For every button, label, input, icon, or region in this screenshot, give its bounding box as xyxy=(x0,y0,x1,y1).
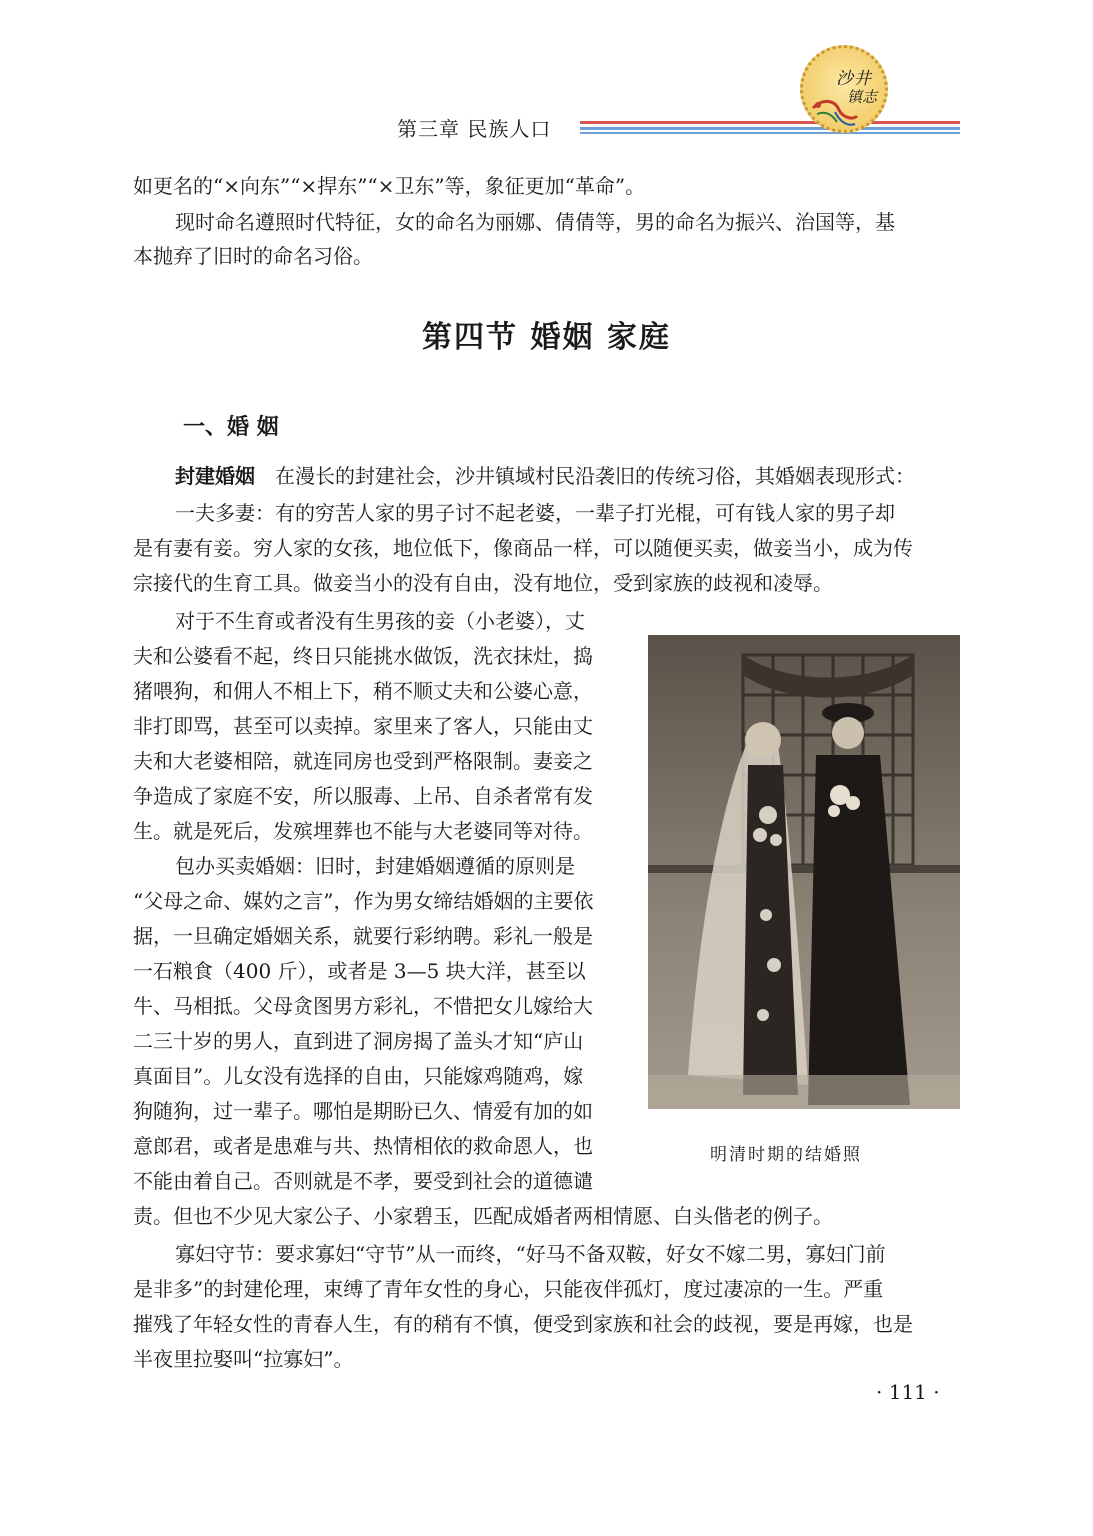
paragraph-line xyxy=(175,466,915,486)
paragraph-line: 真面目”。儿女没有选择的自由，只能嫁鸡随鸡，嫁 xyxy=(133,1064,584,1088)
paragraph-line: 半夜里拉娶叫“拉寡妇”。 xyxy=(133,1347,354,1371)
paragraph-line: 对于不生育或者没有生男孩的妾（小老婆），丈 xyxy=(175,609,585,633)
paragraph-line: 宗接代的生育工具。做妾当小的没有自由，没有地位，受到家族的歧视和凌辱。 xyxy=(133,571,833,595)
paragraph-line: 狗随狗，过一辈子。哪怕是期盼已久、情爱有加的如 xyxy=(133,1099,593,1123)
phoenix-icon xyxy=(809,90,859,130)
photo-caption: 明清时期的结婚照 xyxy=(710,1145,862,1165)
paragraph-line: 不能由着自己。否则就是不孝，要受到社会的道德谴 xyxy=(133,1169,593,1193)
paragraph-line: 夫和大老婆相陪，就连同房也受到严格限制。妻妾之 xyxy=(133,749,593,773)
paragraph-line: 是非多”的封建伦理，束缚了青年女性的身心，只能夜伴孤灯，度过凄凉的一生。严重 xyxy=(133,1277,884,1301)
page-number: · 111 · xyxy=(876,1380,940,1404)
subsection-title: 一、婚 姻 xyxy=(183,414,279,440)
paragraph-line: 争造成了家庭不安，所以服毒、上吊、自杀者常有发 xyxy=(133,784,593,808)
paragraph-line: 猪喂狗，和佣人不相上下，稍不顺丈夫和公婆心意， xyxy=(133,679,593,703)
wedding-photo xyxy=(648,635,960,1109)
paragraph-line: 据，一旦确定婚姻关系，就要行彩纳聘。彩礼一般是 xyxy=(133,924,593,948)
chapter-header: 第三章 民族人口 xyxy=(397,117,552,141)
paragraph-line: 夫和公婆看不起，终日只能挑水做饭，洗衣抹灶，捣 xyxy=(133,644,593,668)
paragraph-line: “父母之命、媒妁之言”，作为男女缔结婚姻的主要依 xyxy=(133,889,594,913)
paragraph-line: 生。就是死后，发殡埋葬也不能与大老婆同等对待。 xyxy=(133,819,593,843)
intro-line-1: 如更名的“×向东”“×捍东”“×卫东”等，象征更加“革命”。 xyxy=(133,174,646,198)
paragraph-line: 牛、马相抵。父母贪图男方彩礼，不惜把女儿嫁给大 xyxy=(133,994,593,1018)
intro-line-2: 现时命名遵照时代特征，女的命名为丽娜、倩倩等，男的命名为振兴、治国等，基 xyxy=(175,210,895,234)
seal-text-line1: 沙井 xyxy=(836,69,872,89)
paragraph-line: 非打即骂，甚至可以卖掉。家里来了客人，只能由丈 xyxy=(133,714,593,738)
seal-text-line2: 镇志 xyxy=(847,88,878,106)
header-rule-blue-thin xyxy=(580,132,960,134)
book-seal-logo xyxy=(800,45,888,133)
paragraph-line: 寡妇守节：要求寡妇“守节”从一而终，“好马不备双鞍，好女不嫁二男，寡妇门前 xyxy=(175,1242,886,1266)
intro-line-3: 本抛弃了旧时的命名习俗。 xyxy=(133,244,373,268)
paragraph-line: 摧残了年轻女性的青春人生，有的稍有不慎，便受到家族和社会的歧视，要是再嫁，也是 xyxy=(133,1312,913,1336)
paragraph-line: 责。但也不少见大家公子、小家碧玉，匹配成婚者两相情愿、白头偕老的例子。 xyxy=(133,1204,833,1228)
paragraph-line: 是有妻有妾。穷人家的女孩，地位低下，像商品一样，可以随便买卖，做妾当小，成为传 xyxy=(133,536,913,560)
paragraph-text: 在漫长的封建社会，沙井镇域村民沿袭旧的传统习俗，其婚姻表现形式： xyxy=(275,464,915,488)
paragraph-line: 一石粮食（400 斤），或者是 3—5 块大洋，甚至以 xyxy=(133,959,586,983)
paragraph-line: 意郎君，或者是患难与共、热情相依的救命恩人，也 xyxy=(133,1134,593,1158)
paragraph-line: 一夫多妻：有的穷苦人家的男子讨不起老婆，一辈子打光棍，可有钱人家的男子却 xyxy=(175,501,895,525)
paragraph-line: 包办买卖婚姻：旧时，封建婚姻遵循的原则是 xyxy=(175,854,575,878)
section-title: 第四节 婚姻 家庭 xyxy=(422,320,671,355)
lead-term: 封建婚姻 xyxy=(175,464,255,488)
header-rule-blue xyxy=(580,127,960,130)
paragraph-line: 二三十岁的男人，直到进了洞房揭了盖头才知“庐山 xyxy=(133,1029,584,1053)
header-rule-red xyxy=(580,121,960,124)
